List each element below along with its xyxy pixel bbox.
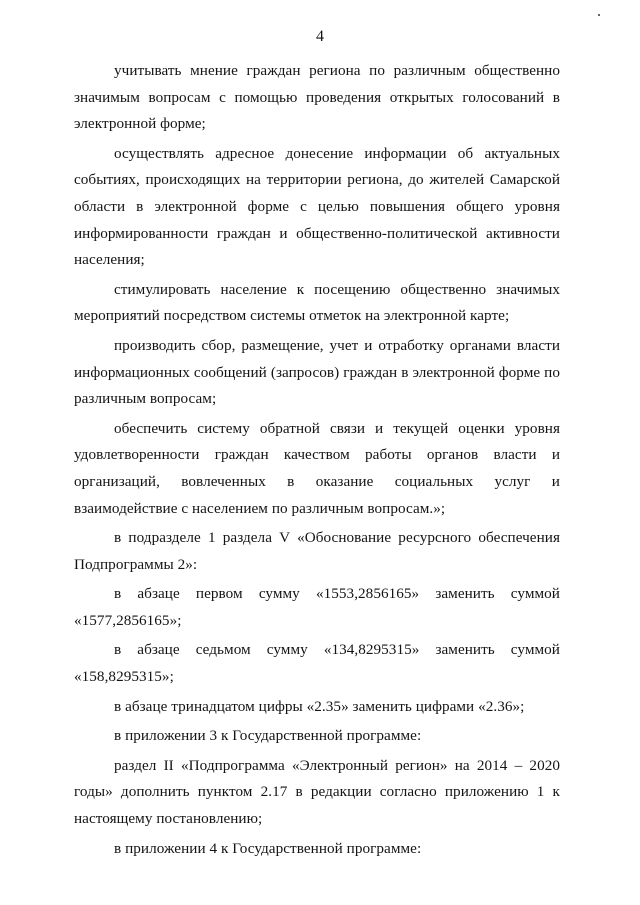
paragraph: в приложении 3 к Государственной программе: [114, 727, 422, 745]
paragraph: в абзаце тринадцатом цифры «2.35» заменить цифрами «2.36»; [114, 697, 525, 715]
scan-speck [598, 14, 600, 16]
paragraph: раздел II «Подпрограмма «Электронный регион» на 2014 – 2020 годы» дополнить пунктом 2.17 в редакции согласно приложению 1 к настоящему постановлению; [74, 756, 560, 828]
paragraph: в приложении 4 к Государственной программе: [114, 839, 422, 857]
paragraph: обеспечить систему обратной связи и текущей оценки уровня удовлетворенности граждан качеством работы органов власти и организаций, вовлеченных в оказание социальных услуг и взаимодействие с населением по различным вопросам.»; [74, 419, 560, 517]
paragraph: в подразделе 1 раздела V «Обоснование ресурсного обеспечения Подпрограммы 2»: [74, 529, 560, 573]
paragraph: производить сбор, размещение, учет и отработку органами власти информационных сообщений (запросов) граждан в электронной форме по различным вопросам; [74, 336, 560, 408]
paragraph: в абзаце седьмом сумму «134,8295315» заменить суммой «158,8295315»; [74, 641, 560, 686]
paragraph: осуществлять адресное донесение информации об актуальных событиях, происходящих на территории региона, до жителей Самарской области в электронной форме с целью повышения общего уровня информированности граждан и общественно-политической активности населения; [74, 144, 560, 269]
page-number: 4 [316, 28, 324, 45]
paragraph: в абзаце первом сумму «1553,2856165» заменить суммой «1577,2856165»; [74, 585, 560, 629]
paragraph: стимулировать население к посещению общественно значимых мероприятий посредством системы отметок на электронной карте; [74, 280, 560, 325]
paragraph: учитывать мнение граждан региона по различным общественно значимым вопросам с помощью проведения открытых голосований в электронной форме; [74, 62, 560, 133]
body-text [74, 58, 560, 865]
